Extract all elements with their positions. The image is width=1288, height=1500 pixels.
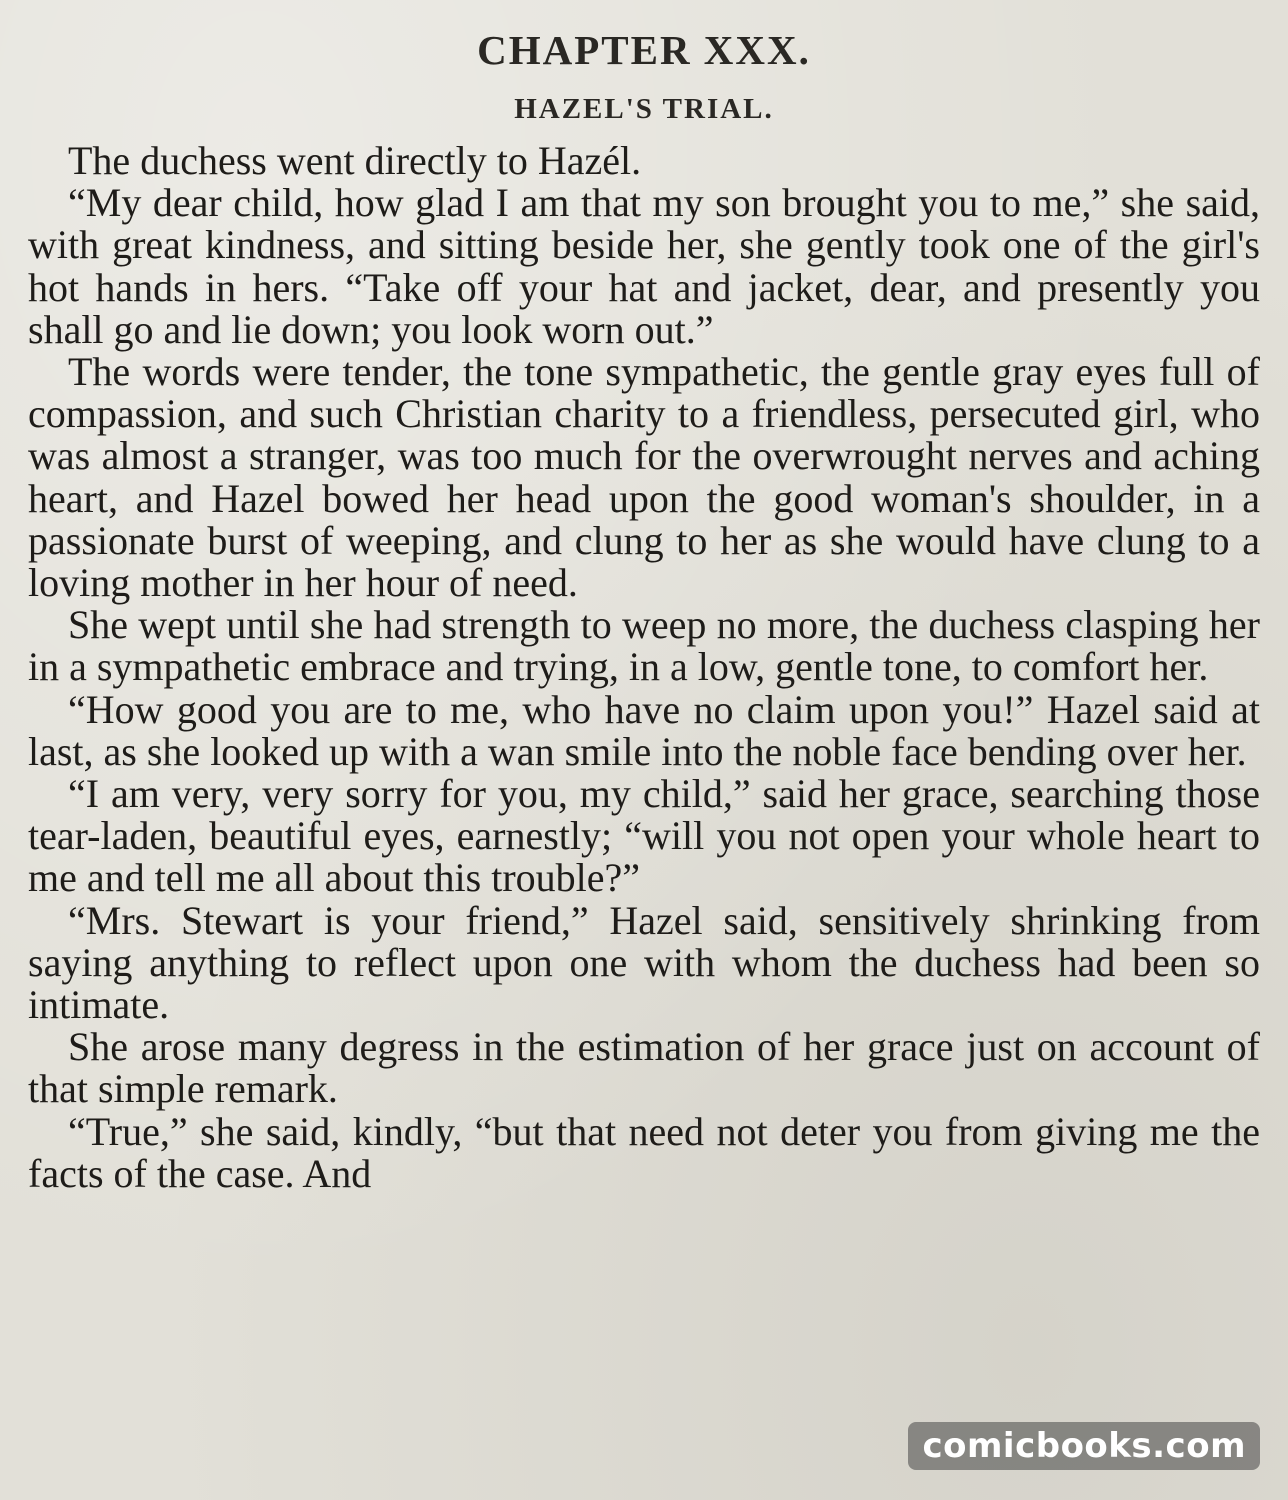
- chapter-title: CHAPTER XXX.: [477, 27, 811, 73]
- watermark: comicbooks.com: [908, 1422, 1260, 1470]
- paragraph: “Mrs. Stewart is your friend,” Hazel said, sensitively shrinking from saying anything to reflect upon one with whom the duchess had been so intimate.: [28, 897, 1260, 1028]
- paragraph: She wept until she had strength to weep no more, the duchess clasping her in a sympathetic embrace and trying, in a low, gentle tone, to comfort her.: [28, 602, 1260, 690]
- paragraph: “How good you are to me, who have no claim upon you!” Hazel said at last, as she looked up with a wan smile into the noble face bending over her.: [28, 686, 1260, 774]
- article-body: [28, 140, 1260, 1195]
- paragraph: “True,” she said, kindly, “but that need not deter you from giving me the facts of the case. And: [28, 1108, 1260, 1196]
- chapter-subtitle: HAZEL'S TRIAL.: [514, 93, 774, 125]
- paragraph: “I am very, very sorry for you, my child,” said her grace, searching those tear-laden, beautiful eyes, earnestly; “will you not open your whole heart to me and tell me all about this trouble?”: [28, 771, 1260, 901]
- paragraph: “My dear child, how glad I am that my son brought you to me,” she said, with great kindness, and sitting beside her, she gently took one of the girl's hot hands in hers. “Take off your hat and jacket, dear, and presently you shall go and lie down; you look worn out.”: [28, 180, 1260, 352]
- paragraph: The duchess went directly to Hazél.: [68, 138, 642, 183]
- paragraph: The words were tender, the tone sympathetic, the gentle gray eyes full of compassion, and such Christian charity to a friendless, persecuted girl, who was almost a stranger, was too much for the overwrought nerves and aching heart, and Hazel bowed her head upon the good woman's shoulder, in a passionate burst of weeping, and clung to her as she would have clung to a loving mother in her hour of need.: [28, 349, 1260, 606]
- paragraph: She arose many degress in the estimation of her grace just on account of that simple remark.: [28, 1024, 1260, 1112]
